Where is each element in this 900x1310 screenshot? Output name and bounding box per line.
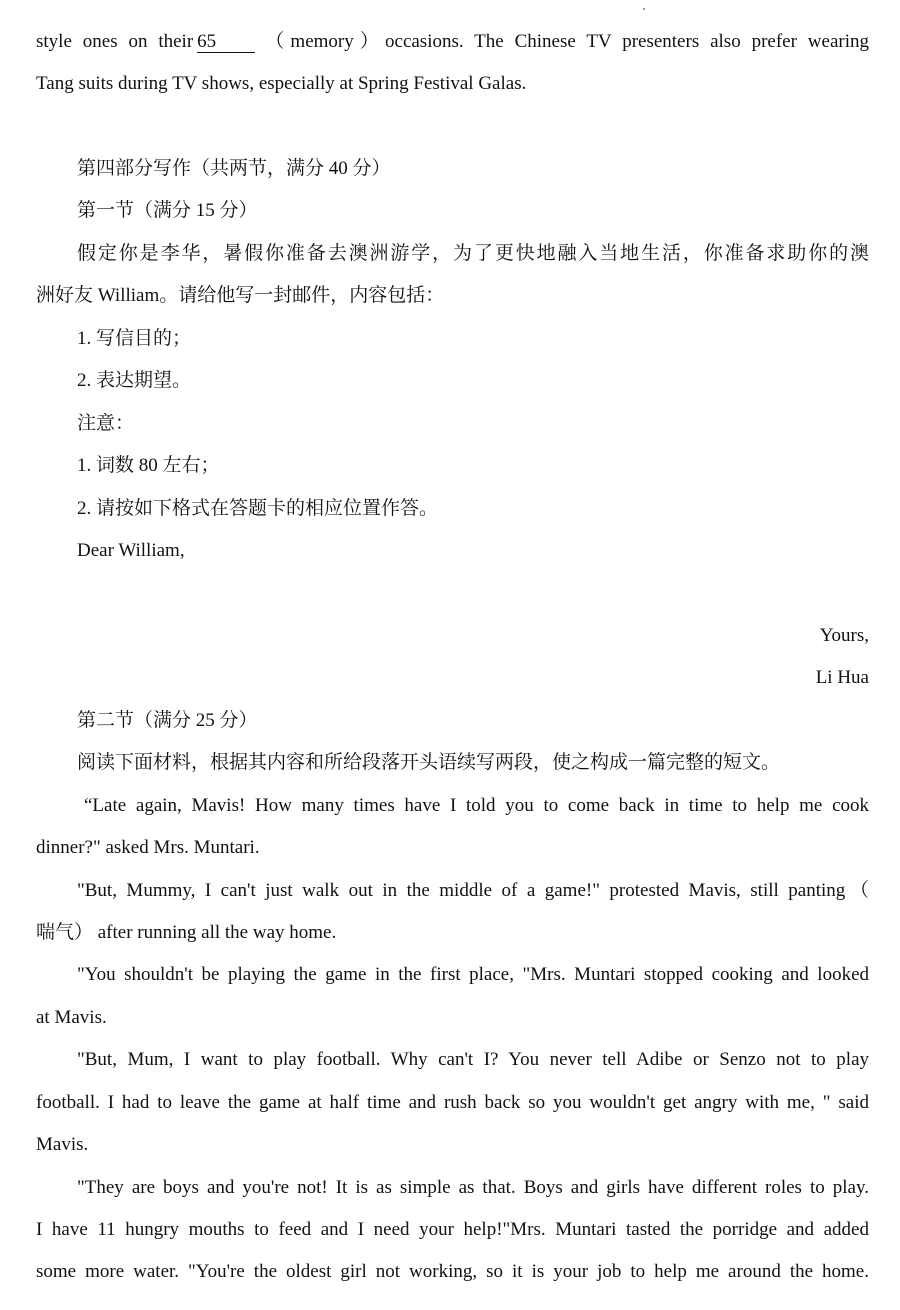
note-item-2: 2. 请按如下格式在答题卡的相应位置作答。 bbox=[77, 498, 439, 519]
scan-speck bbox=[643, 8, 645, 10]
passage-text: style ones on their bbox=[36, 31, 194, 52]
story-p4-line-1: "But, Mum, I want to play football. Why can't I? You never tell Adibe or Senzo not to play bbox=[77, 1049, 869, 1070]
answer-blank-65: 65 bbox=[197, 32, 255, 53]
section1-prompt-line-2: 洲好友 William。请给他写一封邮件，内容包括： bbox=[36, 285, 445, 306]
letter-greeting: Dear William, bbox=[77, 540, 185, 561]
letter-signature: Li Hua bbox=[815, 667, 869, 688]
letter-closing: Yours, bbox=[819, 625, 869, 646]
story-p2-line-1: "But, Mummy, I can't just walk out in the middle of a game!" protested Mavis, still panting（ bbox=[77, 880, 869, 901]
section1-heading: 第一节（满分 15 分） bbox=[77, 200, 258, 221]
story-p4-line-2: football. I had to leave the game at half time and rush back so you wouldn't get angry with me, " said bbox=[36, 1092, 869, 1113]
passage-text: （memory）occasions. The Chinese TV presenters also prefer wearing bbox=[259, 31, 869, 52]
story-p3-line-2: at Mavis. bbox=[36, 1007, 107, 1028]
story-p5-line-2: I have 11 hungry mouths to feed and I need your help!"Mrs. Muntari tasted the porridge and added bbox=[36, 1219, 869, 1240]
story-p4-line-3: Mavis. bbox=[36, 1134, 89, 1155]
story-p5-line-1: "They are boys and you're not! It is as simple as that. Boys and girls have different roles to play. bbox=[77, 1177, 869, 1198]
story-p5-line-3: some more water. "You're the oldest girl not working, so it is your job to help me around the home. bbox=[36, 1261, 869, 1282]
section1-prompt-line-1: 假定你是李华，暑假你准备去澳洲游学，为了更快地融入当地生活，你准备求助你的澳 bbox=[77, 243, 869, 264]
note-item-1: 1. 词数 80 左右； bbox=[77, 455, 220, 476]
notes-label: 注意： bbox=[77, 413, 135, 434]
part4-heading: 第四部分写作（共两节，满分 40 分） bbox=[77, 158, 391, 179]
story-p2-line-2: 喘气） after running all the way home. bbox=[36, 922, 337, 943]
passage-line-2: Tang suits during TV shows, especially at Spring Festival Galas. bbox=[36, 73, 527, 94]
section2-instruction: 阅读下面材料，根据其内容和所给段落开头语续写两段，使之构成一篇完整的短文。 bbox=[77, 752, 781, 773]
content-item-2: 2. 表达期望。 bbox=[77, 370, 192, 391]
section2-heading: 第二节（满分 25 分） bbox=[77, 710, 258, 731]
passage-line-1 bbox=[36, 30, 869, 54]
story-p3-line-1: "You shouldn't be playing the game in the first place, "Mrs. Muntari stopped cooking and looked bbox=[77, 964, 869, 985]
story-p1-line-1: “Late again, Mavis! How many times have I told you to come back in time to help me cook bbox=[84, 795, 869, 816]
story-p1-line-2: dinner?" asked Mrs. Muntari. bbox=[36, 837, 260, 858]
content-item-1: 1. 写信目的； bbox=[77, 328, 192, 349]
